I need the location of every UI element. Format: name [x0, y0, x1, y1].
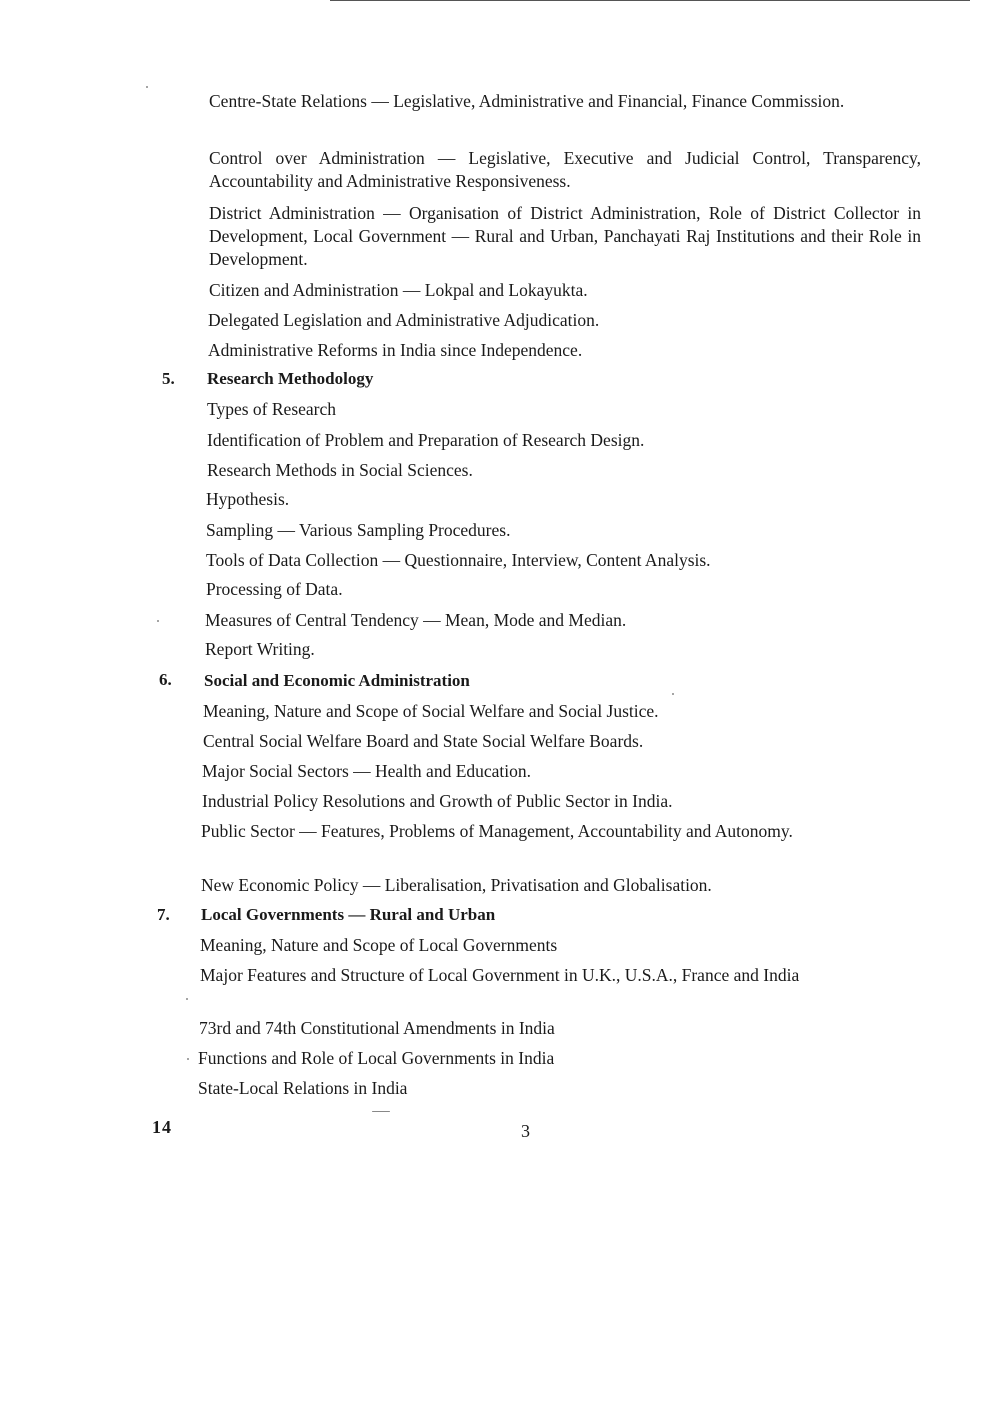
list-item: Control over Administration — Legislative, Executive and Judicial Control, Transparency, Accountability and Administrative Responsiveness. — [209, 148, 921, 191]
list-item: District Administration — Organisation of District Administration, Role of District Collector in Development, Local Government — Rural and Urban, Panchayati Raj Institutions and their Role in Development. — [209, 203, 921, 269]
section-number: 6. — [159, 670, 172, 689]
scan-speck — [372, 1111, 390, 1112]
scan-speck — [187, 1058, 189, 1060]
list-item: Report Writing. — [205, 639, 315, 659]
list-item: Processing of Data. — [206, 579, 343, 599]
list-item: Tools of Data Collection — Questionnaire, Interview, Content Analysis. — [206, 550, 711, 570]
list-item: New Economic Policy — Liberalisation, Privatisation and Globalisation. — [201, 875, 712, 895]
list-item: Research Methods in Social Sciences. — [207, 460, 473, 480]
list-item: Public Sector — Features, Problems of Management, Accountability and Autonomy. — [201, 821, 793, 841]
list-item: Citizen and Administration — Lokpal and Lokayukta. — [209, 280, 588, 300]
section-heading: Research Methodology — [207, 369, 374, 388]
list-item: Types of Research — [207, 399, 337, 419]
scan-speck — [157, 620, 159, 622]
list-item: Delegated Legislation and Administrative Adjudication. — [208, 310, 600, 330]
list-item: Sampling — Various Sampling Procedures. — [206, 520, 511, 540]
page-number: 3 — [521, 1121, 530, 1141]
scan-speck — [146, 86, 148, 88]
list-item: Administrative Reforms in India since Independence. — [208, 340, 583, 360]
section-number: 7. — [157, 905, 170, 924]
scan-top-edge — [330, 0, 970, 1]
list-item: Major Features and Structure of Local Government in U.K., U.S.A., France and India — [200, 965, 800, 985]
list-item: Industrial Policy Resolutions and Growth of Public Sector in India. — [202, 791, 673, 811]
scan-speck — [672, 693, 674, 695]
list-item: Meaning, Nature and Scope of Local Governments — [200, 935, 558, 955]
section-heading: Local Governments — Rural and Urban — [201, 905, 496, 924]
list-item: Major Social Sectors — Health and Education. — [202, 761, 532, 781]
section-heading: Social and Economic Administration — [204, 671, 470, 690]
section-number: 5. — [162, 369, 175, 388]
footer-code: 14 — [152, 1117, 172, 1137]
list-item: Meaning, Nature and Scope of Social Welfare and Social Justice. — [203, 701, 659, 721]
list-item: Identification of Problem and Preparation of Research Design. — [207, 430, 645, 450]
list-item: Hypothesis. — [206, 489, 290, 509]
list-item: Measures of Central Tendency — Mean, Mode and Median. — [205, 610, 627, 630]
list-item: Central Social Welfare Board and State Social Welfare Boards. — [203, 731, 644, 751]
list-item: Centre-State Relations — Legislative, Administrative and Financial, Finance Commission. — [209, 91, 845, 111]
scan-speck — [186, 998, 188, 1000]
list-item: State-Local Relations in India — [198, 1078, 408, 1098]
list-item: 73rd and 74th Constitutional Amendments in India — [199, 1018, 555, 1038]
list-item: Functions and Role of Local Governments in India — [198, 1048, 555, 1068]
